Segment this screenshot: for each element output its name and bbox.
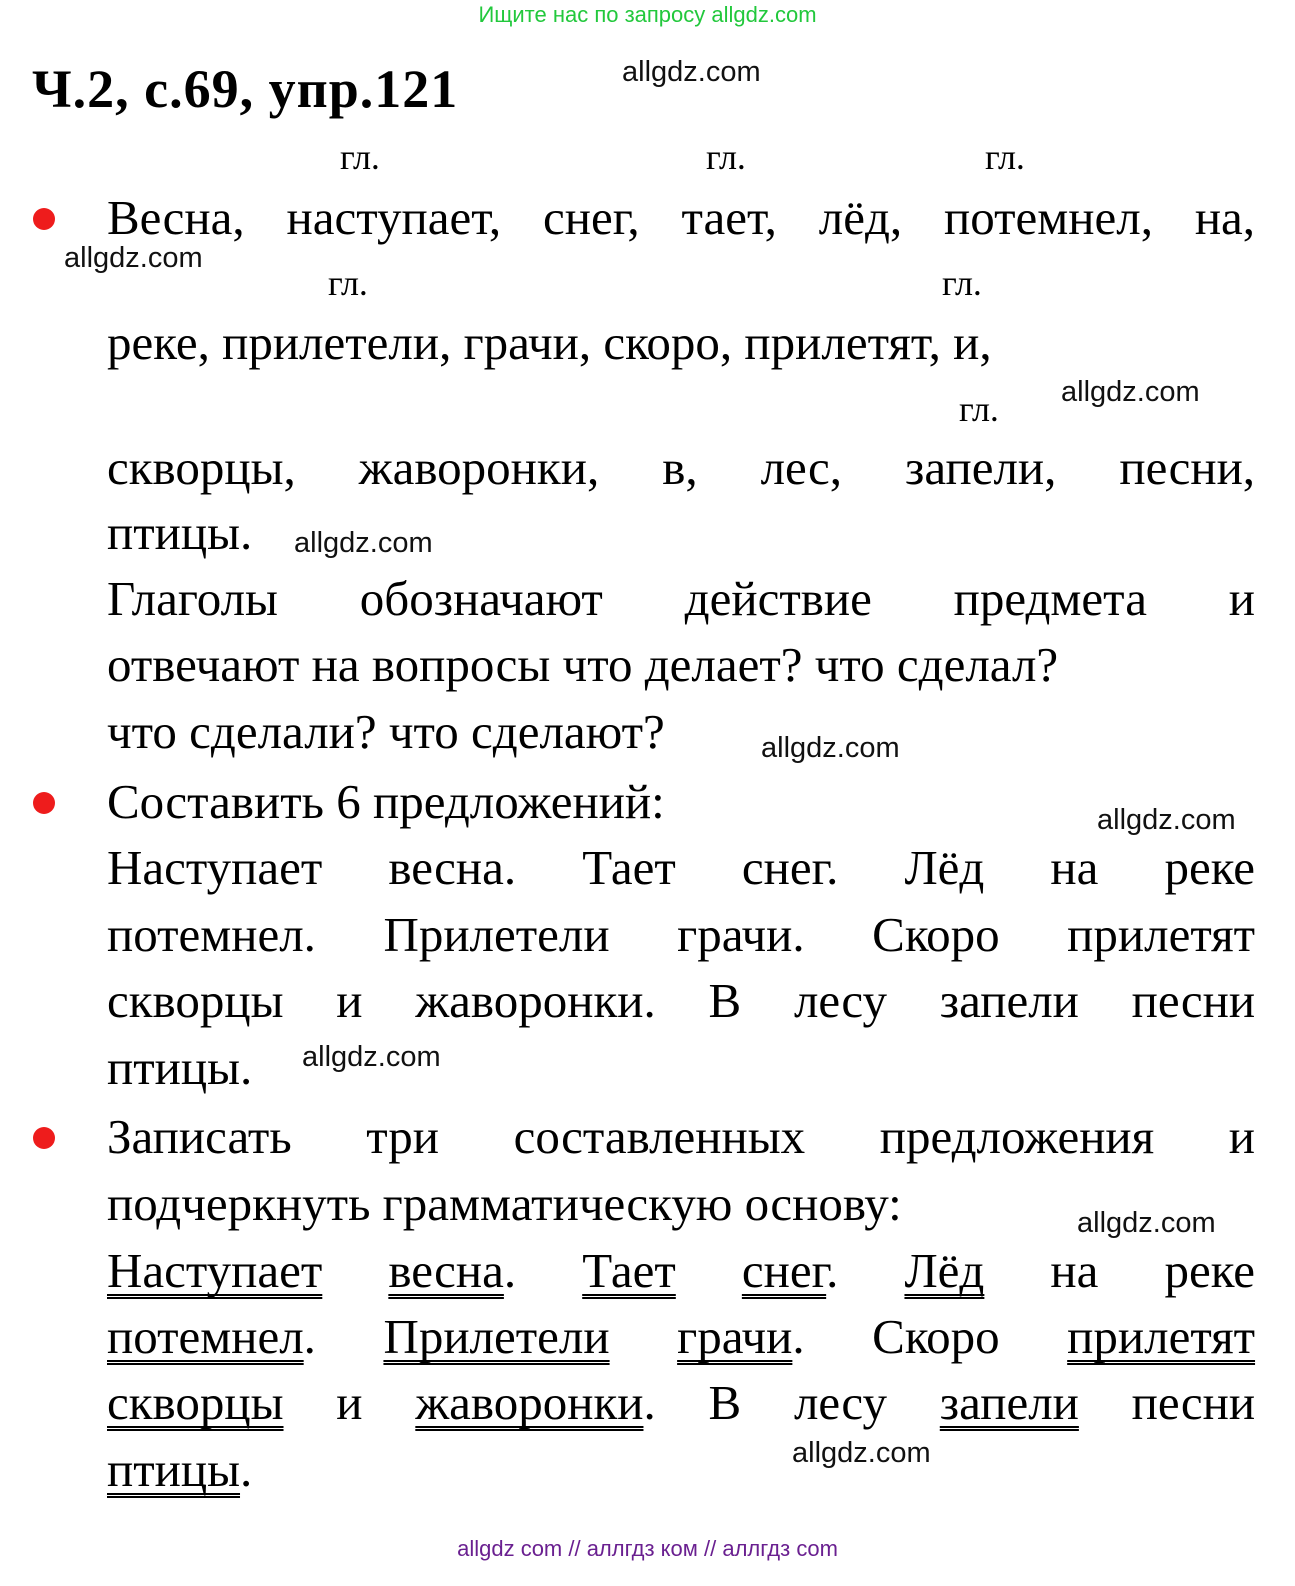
watermark: allgdz.com xyxy=(64,242,203,274)
s1-line-3 xyxy=(107,436,1255,500)
word: Записать xyxy=(107,1109,292,1164)
word: скворцы xyxy=(107,973,284,1028)
verb-mark: гл. xyxy=(959,389,999,429)
period: . xyxy=(792,1309,805,1364)
word: обозначают xyxy=(359,571,603,626)
word: В xyxy=(708,973,742,1028)
word: и xyxy=(336,1375,363,1430)
s1-line-2 xyxy=(107,311,1255,375)
word: Скоро xyxy=(872,1309,1000,1364)
word: Весна, xyxy=(107,190,245,245)
word: жаворонки, xyxy=(358,440,600,495)
bullet-1 xyxy=(33,208,55,230)
underlined-word: прилетят xyxy=(1067,1309,1256,1364)
word: Глаголы xyxy=(107,571,278,626)
word: потемнел. xyxy=(107,907,316,962)
word: на, xyxy=(1194,190,1256,245)
underlined-word: Лёд xyxy=(904,1243,985,1298)
watermark: allgdz.com xyxy=(622,56,761,88)
underlined-word: Наступает xyxy=(107,1243,323,1298)
word: составленных xyxy=(513,1109,806,1164)
word: и xyxy=(1228,1109,1256,1164)
watermark: allgdz.com xyxy=(1061,376,1200,408)
s2-line-3 xyxy=(107,969,1255,1033)
word: лёд, xyxy=(818,190,903,245)
watermark: allgdz.com xyxy=(792,1437,931,1469)
word: весна. xyxy=(388,840,517,895)
verb-mark: гл. xyxy=(340,137,380,177)
word: прилетят xyxy=(1067,907,1256,962)
word: лесу xyxy=(793,1375,887,1430)
footer-links[interactable]: allgdz com // аллгдз ком // аллгдз com xyxy=(457,1536,838,1561)
word: в, xyxy=(662,440,698,495)
s3-line-4 xyxy=(107,1438,1255,1502)
watermark: allgdz.com xyxy=(1097,804,1236,836)
word: и, xyxy=(953,315,992,370)
s2-line-1 xyxy=(107,836,1255,900)
underlined-word: потемнел xyxy=(107,1309,304,1364)
word: скоро, xyxy=(603,315,733,370)
word: лесу xyxy=(793,973,887,1028)
word: грачи. xyxy=(677,907,805,962)
word: реке xyxy=(1164,1243,1256,1298)
word: жаворонки. xyxy=(415,973,656,1028)
underlined-word: Прилетели xyxy=(383,1309,610,1364)
verb-mark: гл. xyxy=(942,263,982,303)
rule-line-1 xyxy=(107,567,1255,631)
underlined-word: Тает xyxy=(582,1243,676,1298)
underlined-word: жаворонки xyxy=(415,1375,644,1430)
s3-line-3 xyxy=(107,1371,1255,1435)
rule-line-3: что сделали? что сделают? xyxy=(107,704,665,759)
word: действие xyxy=(684,571,872,626)
s3-heading-1 xyxy=(107,1105,1255,1169)
word: песни xyxy=(1131,1375,1256,1430)
underlined-word: грачи xyxy=(677,1309,793,1364)
word: запели, xyxy=(905,440,1057,495)
word: Скоро xyxy=(872,907,1000,962)
s1-line-1 xyxy=(107,186,1255,250)
word: песни xyxy=(1131,973,1256,1028)
s2-line-4: птицы. xyxy=(107,1040,253,1095)
word: Тает xyxy=(582,840,676,895)
bullet-3 xyxy=(33,1127,55,1149)
period: . xyxy=(240,1442,253,1497)
s3-heading-2: подчеркнуть грамматическую основу: xyxy=(107,1176,902,1231)
word: предложения xyxy=(879,1109,1155,1164)
period: . xyxy=(303,1309,316,1364)
period: . xyxy=(503,1243,517,1298)
watermark: allgdz.com xyxy=(302,1041,441,1073)
verb-mark: гл. xyxy=(328,263,368,303)
word: Прилетели xyxy=(383,907,610,962)
word: потемнел, xyxy=(944,190,1153,245)
s2-line-2 xyxy=(107,903,1255,967)
watermark: allgdz.com xyxy=(294,527,433,559)
s3-line-2 xyxy=(107,1305,1255,1369)
word: предмета xyxy=(953,571,1147,626)
rule-line-2: отвечают на вопросы что делает? что сделал? xyxy=(107,637,1059,692)
word: тает, xyxy=(681,190,777,245)
word: грачи, xyxy=(463,315,592,370)
word: Наступает xyxy=(107,840,323,895)
s3-line-1 xyxy=(107,1239,1255,1303)
word: наступает, xyxy=(286,190,502,245)
word: В xyxy=(708,1375,742,1430)
period: . xyxy=(643,1375,656,1430)
word: на xyxy=(1050,840,1099,895)
word: лес, xyxy=(760,440,843,495)
word: скворцы, xyxy=(107,440,296,495)
word: три xyxy=(366,1109,440,1164)
underlined-word: запели xyxy=(939,1375,1079,1430)
word: прилетят, xyxy=(744,315,941,370)
word: Лёд xyxy=(904,840,985,895)
watermark: allgdz.com xyxy=(761,732,900,764)
underlined-word: скворцы xyxy=(107,1375,284,1430)
word: и xyxy=(336,973,363,1028)
word: и xyxy=(1228,571,1256,626)
word: прилетели, xyxy=(222,315,452,370)
word: запели xyxy=(939,973,1079,1028)
watermark: allgdz.com xyxy=(1077,1207,1216,1239)
word: песни, xyxy=(1119,440,1256,495)
word: снег, xyxy=(543,190,640,245)
s1-line-4: птицы. xyxy=(107,505,253,560)
verb-mark: гл. xyxy=(706,137,746,177)
word: снег. xyxy=(741,840,839,895)
underlined-word: весна xyxy=(388,1243,504,1298)
underlined-word: птицы xyxy=(107,1442,241,1497)
underlined-word: снег xyxy=(741,1243,827,1298)
top-banner[interactable]: Ищите нас по запросу allgdz.com xyxy=(478,2,817,27)
word: реке xyxy=(1164,840,1256,895)
word: на xyxy=(1050,1243,1099,1298)
word: реке, xyxy=(107,315,210,370)
page-title: Ч.2, с.69, упр.121 xyxy=(32,59,459,119)
s2-heading: Составить 6 предложений: xyxy=(107,774,665,829)
period: . xyxy=(826,1243,839,1298)
verb-mark: гл. xyxy=(985,137,1025,177)
bullet-2 xyxy=(33,792,55,814)
